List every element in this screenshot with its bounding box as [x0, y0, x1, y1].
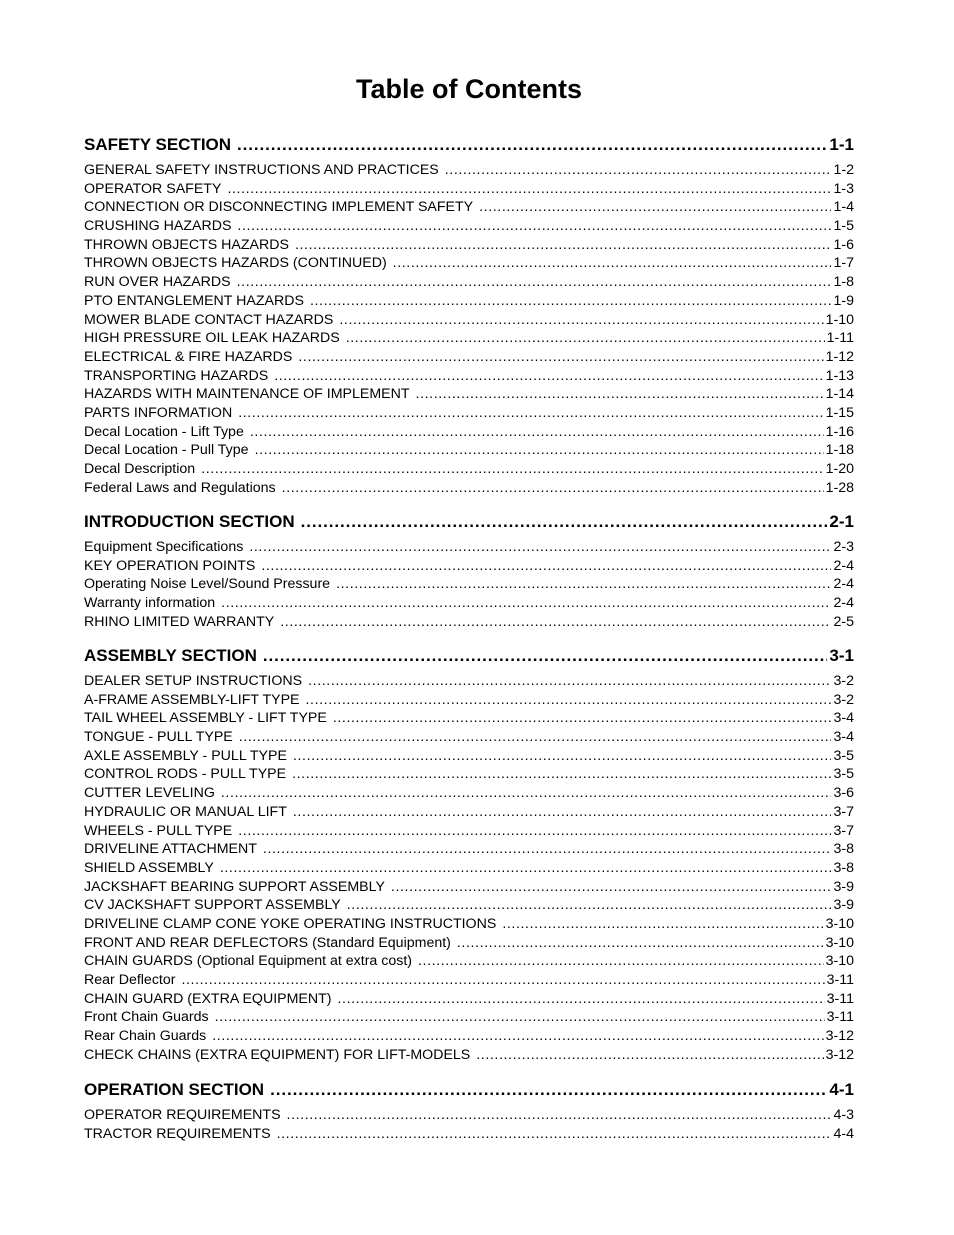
toc-entry-page-number: 1-11	[826, 330, 854, 347]
toc-entry-label: HYDRAULIC OR MANUAL LIFT	[84, 803, 287, 820]
dot-leader	[282, 479, 824, 498]
toc-entry-page-number: 3-9	[833, 878, 854, 895]
dot-leader	[298, 348, 823, 367]
toc-entry[interactable]	[84, 1106, 854, 1125]
toc-entry-label: Decal Description	[84, 461, 196, 477]
toc-entry-label: SHIELD ASSEMBLY	[84, 859, 214, 876]
toc-entry[interactable]	[84, 575, 854, 594]
toc-entry-page-number: 3-12	[825, 1046, 854, 1063]
toc-entry-label: Federal Laws and Regulations	[84, 479, 276, 496]
toc-entry-label: THROWN OBJECTS HAZARDS (CONTINUED)	[84, 255, 387, 272]
toc-entry-label: DRIVELINE ATTACHMENT	[84, 841, 257, 858]
toc-entry-page-number: 1-8	[833, 274, 854, 291]
section-heading-label: SAFETY SECTION	[84, 135, 232, 154]
dot-leader	[502, 915, 823, 934]
toc-entry-label: RHINO LIMITED WARRANTY	[84, 613, 275, 630]
toc-entry-label: WHEELS - PULL TYPE	[84, 822, 233, 839]
toc-entry-label: MOWER BLADE CONTACT HAZARDS	[84, 311, 334, 328]
toc-entry-label: PARTS INFORMATION	[84, 404, 233, 421]
toc-entry[interactable]	[84, 180, 854, 199]
toc-entry[interactable]	[84, 672, 854, 691]
dot-leader	[308, 672, 831, 691]
toc-entry-page-number: 3-10	[825, 915, 854, 932]
toc-entry-label: Operating Noise Level/Sound Pressure	[84, 576, 331, 593]
toc-entry-label: TRACTOR REQUIREMENTS	[84, 1125, 271, 1142]
toc-entry[interactable]	[84, 460, 854, 479]
dot-leader	[274, 367, 823, 386]
toc-entry-page-number: 2-4	[833, 557, 854, 574]
dot-leader	[346, 329, 825, 348]
dot-leader	[292, 765, 831, 784]
toc-entry-page-number: 3-10	[825, 934, 854, 951]
dot-leader	[238, 822, 831, 841]
dot-leader	[221, 784, 832, 803]
toc-entry-label: JACKSHAFT BEARING SUPPORT ASSEMBLY	[84, 878, 385, 895]
toc-entry-label: AXLE ASSEMBLY - PULL TYPE	[84, 747, 287, 764]
toc-entry[interactable]	[84, 971, 854, 990]
toc-entry-label: TONGUE - PULL TYPE	[84, 729, 233, 746]
toc-entry-label: ELECTRICAL & FIRE HAZARDS	[84, 348, 293, 365]
toc-entry-label: A-FRAME ASSEMBLY-LIFT TYPE	[84, 691, 300, 708]
toc-entry[interactable]	[84, 1008, 854, 1027]
toc-entry[interactable]	[84, 691, 854, 710]
dot-leader	[339, 311, 823, 330]
toc-entry-page-number: 1-13	[825, 367, 854, 384]
toc-entry[interactable]	[84, 728, 854, 747]
section-heading-label: ASSEMBLY SECTION	[84, 646, 257, 665]
toc-entry[interactable]	[84, 441, 854, 460]
toc-entry[interactable]	[84, 747, 854, 766]
toc-entry-page-number: 3-5	[833, 766, 854, 783]
dot-leader	[479, 198, 831, 217]
section-heading[interactable]	[84, 644, 854, 668]
toc-entry-page-number: 3-11	[826, 972, 854, 988]
toc-entry-page-number: 4-3	[833, 1107, 854, 1123]
dot-leader	[201, 460, 823, 479]
toc-entry-label: CRUSHING HAZARDS	[84, 218, 232, 235]
dot-leader	[238, 404, 823, 423]
toc-entry-label: TAIL WHEEL ASSEMBLY - LIFT TYPE	[84, 710, 327, 727]
dot-leader	[333, 709, 832, 728]
toc-entry[interactable]	[84, 822, 854, 841]
toc-entry[interactable]	[84, 1046, 854, 1065]
toc-entry-page-number: 1-7	[833, 255, 854, 272]
toc-entry[interactable]	[84, 217, 854, 236]
toc-entry[interactable]	[84, 859, 854, 878]
section-heading[interactable]	[84, 1078, 854, 1102]
toc-entry-page-number: 1-15	[825, 404, 854, 421]
dot-leader	[239, 728, 832, 747]
toc-section-introduction	[84, 510, 854, 631]
toc-entry-page-number: 1-28	[825, 479, 854, 496]
toc-entry-page-number: 3-2	[833, 691, 854, 708]
toc-entry[interactable]	[84, 613, 854, 632]
toc-entry-page-number: 1-2	[833, 162, 854, 178]
toc-entry-page-number: 3-10	[825, 953, 854, 970]
toc-entry-label: HIGH PRESSURE OIL LEAK HAZARDS	[84, 330, 340, 347]
toc-entry[interactable]	[84, 803, 854, 822]
dot-leader	[280, 613, 831, 632]
toc-entry[interactable]	[84, 784, 854, 803]
toc-entry[interactable]	[84, 423, 854, 442]
toc-entry-page-number: 1-6	[833, 236, 854, 253]
toc-entry-label: TRANSPORTING HAZARDS	[84, 367, 269, 384]
dot-leader	[263, 644, 828, 668]
toc-entry[interactable]	[84, 990, 854, 1009]
toc-entry[interactable]	[84, 254, 854, 273]
toc-entry-page-number: 3-8	[833, 841, 854, 858]
dot-leader	[249, 538, 831, 557]
toc-entry-label: GENERAL SAFETY INSTRUCTIONS AND PRACTICES	[84, 162, 439, 178]
toc-entry[interactable]	[84, 385, 854, 404]
toc-entry-label: Front Chain Guards	[84, 1009, 209, 1026]
toc-entry-page-number: 1-10	[825, 311, 854, 328]
toc-entry-label: Decal Location - Pull Type	[84, 442, 249, 459]
dot-leader	[295, 236, 832, 255]
dot-leader	[393, 254, 832, 273]
toc-entry[interactable]	[84, 236, 854, 255]
toc-entry-label: RUN OVER HAZARDS	[84, 274, 231, 291]
dot-leader	[237, 273, 832, 292]
dot-leader	[310, 292, 832, 311]
toc-entry[interactable]	[84, 329, 854, 348]
toc-entry[interactable]	[84, 273, 854, 292]
toc-entry-label: Rear Chain Guards	[84, 1028, 207, 1045]
toc-entry-page-number: 3-11	[826, 990, 854, 1007]
toc-entry-label: CONNECTION OR DISCONNECTING IMPLEMENT SAFETY	[84, 199, 474, 216]
toc-entry-page-number: 1-20	[825, 461, 854, 477]
toc-entry[interactable]	[84, 367, 854, 386]
toc-entry-page-number: 1-18	[825, 442, 854, 459]
toc-entry-page-number: 1-9	[833, 292, 854, 309]
toc-entry-label: Equipment Specifications	[84, 539, 244, 555]
toc-entry-page-number: 3-5	[833, 747, 854, 764]
toc-entry[interactable]	[84, 878, 854, 897]
dot-leader	[293, 803, 832, 822]
dot-leader	[263, 840, 832, 859]
toc-entry-page-number: 3-12	[825, 1028, 854, 1045]
dot-leader	[221, 594, 831, 613]
toc-entry[interactable]	[84, 348, 854, 367]
toc-entry-page-number: 2-4	[833, 595, 854, 612]
toc-entry-label: THROWN OBJECTS HAZARDS	[84, 236, 289, 253]
dot-leader	[270, 1078, 827, 1102]
toc-entry[interactable]	[84, 557, 854, 576]
toc-entry[interactable]	[84, 594, 854, 613]
toc-entry-page-number: 3-9	[833, 897, 854, 914]
toc-entry[interactable]	[84, 765, 854, 784]
dot-leader	[212, 1027, 823, 1046]
toc-entry[interactable]	[84, 896, 854, 915]
dot-leader	[306, 691, 832, 710]
section-heading-page-number: 1-1	[829, 135, 854, 154]
toc-entry[interactable]	[84, 952, 854, 971]
toc-entry-page-number: 3-11	[826, 1009, 854, 1026]
dot-leader	[445, 161, 832, 180]
toc-entry[interactable]	[84, 538, 854, 557]
toc-entry-page-number: 2-4	[833, 576, 854, 593]
toc-entry-page-number: 1-12	[825, 348, 854, 365]
dot-leader	[287, 1106, 832, 1125]
toc-entry-page-number: 1-3	[833, 180, 854, 197]
toc-entry-label: CHAIN GUARDS (Optional Equipment at extra cost)	[84, 953, 413, 970]
dot-leader	[237, 133, 827, 157]
toc-entry-label: CHAIN GUARD (EXTRA EQUIPMENT)	[84, 990, 332, 1007]
toc-entry[interactable]	[84, 292, 854, 311]
dot-leader	[457, 934, 824, 953]
toc-entry[interactable]	[84, 404, 854, 423]
toc-entry[interactable]	[84, 1125, 854, 1144]
toc-entry-label: Rear Deflector	[84, 972, 176, 988]
toc-entry-page-number: 3-7	[833, 803, 854, 820]
dot-leader	[347, 896, 832, 915]
section-heading[interactable]	[84, 510, 854, 534]
dot-leader	[293, 747, 832, 766]
dot-leader	[476, 1046, 823, 1065]
toc-entry[interactable]	[84, 479, 854, 498]
toc-entry-label: DRIVELINE CLAMP CONE YOKE OPERATING INSTRUCTIONS	[84, 915, 497, 932]
toc-entry[interactable]	[84, 934, 854, 953]
toc-entry-page-number: 1-4	[833, 199, 854, 216]
toc-entry-page-number: 3-4	[833, 710, 854, 727]
dot-leader	[181, 971, 824, 990]
toc-entry-page-number: 1-14	[825, 386, 854, 403]
page-title: Table of Contents	[356, 74, 582, 104]
dot-leader	[277, 1125, 832, 1144]
toc-entry[interactable]	[84, 198, 854, 217]
section-heading-page-number: 3-1	[829, 646, 854, 665]
dot-leader	[301, 510, 828, 534]
toc-entry-page-number: 1-16	[825, 423, 854, 440]
dot-leader	[250, 423, 824, 442]
toc-entry-label: DEALER SETUP INSTRUCTIONS	[84, 673, 303, 689]
toc-section-safety	[84, 133, 854, 497]
toc-entry-label: OPERATOR REQUIREMENTS	[84, 1107, 281, 1123]
dot-leader	[391, 878, 832, 897]
dot-leader	[227, 180, 831, 199]
dot-leader	[220, 859, 832, 878]
toc-entry-label: CHECK CHAINS (EXTRA EQUIPMENT) FOR LIFT-MODELS	[84, 1046, 471, 1063]
toc-entry-label: Warranty information	[84, 595, 216, 612]
toc-entry-label: OPERATOR SAFETY	[84, 180, 222, 197]
dot-leader	[261, 557, 831, 576]
toc-entry-page-number: 2-5	[833, 613, 854, 630]
toc-section-operation	[84, 1078, 854, 1143]
toc-entry-label: FRONT AND REAR DEFLECTORS (Standard Equipment)	[84, 934, 451, 951]
dot-leader	[416, 385, 824, 404]
toc-entry-label: CV JACKSHAFT SUPPORT ASSEMBLY	[84, 897, 341, 914]
toc-entry-page-number: 3-2	[833, 673, 854, 689]
toc-entry-page-number: 3-8	[833, 859, 854, 876]
toc-entry-page-number: 4-4	[833, 1125, 854, 1142]
toc-entry[interactable]	[84, 161, 854, 180]
toc-entry-label: CUTTER LEVELING	[84, 785, 215, 802]
dot-leader	[237, 217, 831, 236]
toc-entry-label: KEY OPERATION POINTS	[84, 557, 256, 574]
toc-entry-page-number: 1-5	[833, 218, 854, 235]
toc-entry[interactable]	[84, 840, 854, 859]
section-heading-label: INTRODUCTION SECTION	[84, 512, 295, 531]
toc-entry[interactable]	[84, 709, 854, 728]
toc-entry[interactable]	[84, 311, 854, 330]
toc-entry[interactable]	[84, 1027, 854, 1046]
section-heading-page-number: 4-1	[829, 1080, 854, 1099]
toc-section-assembly	[84, 644, 854, 1064]
toc-entry-label: PTO ENTANGLEMENT HAZARDS	[84, 292, 304, 309]
toc-entry-label: CONTROL RODS - PULL TYPE	[84, 766, 287, 783]
toc-entry-page-number: 2-3	[833, 539, 854, 555]
toc-entry-page-number: 3-7	[833, 822, 854, 839]
toc-entry[interactable]	[84, 915, 854, 934]
dot-leader	[336, 575, 831, 594]
dot-leader	[338, 990, 825, 1009]
section-heading[interactable]	[84, 133, 854, 157]
toc-entry-label: Decal Location - Lift Type	[84, 423, 244, 440]
section-heading-page-number: 2-1	[829, 512, 854, 531]
dot-leader	[255, 441, 824, 460]
toc-entry-page-number: 3-6	[833, 785, 854, 802]
toc-entry-page-number: 3-4	[833, 729, 854, 746]
toc-entry-label: HAZARDS WITH MAINTENANCE OF IMPLEMENT	[84, 386, 410, 403]
dot-leader	[215, 1008, 825, 1027]
section-heading-label: OPERATION SECTION	[84, 1080, 265, 1099]
dot-leader	[418, 952, 824, 971]
